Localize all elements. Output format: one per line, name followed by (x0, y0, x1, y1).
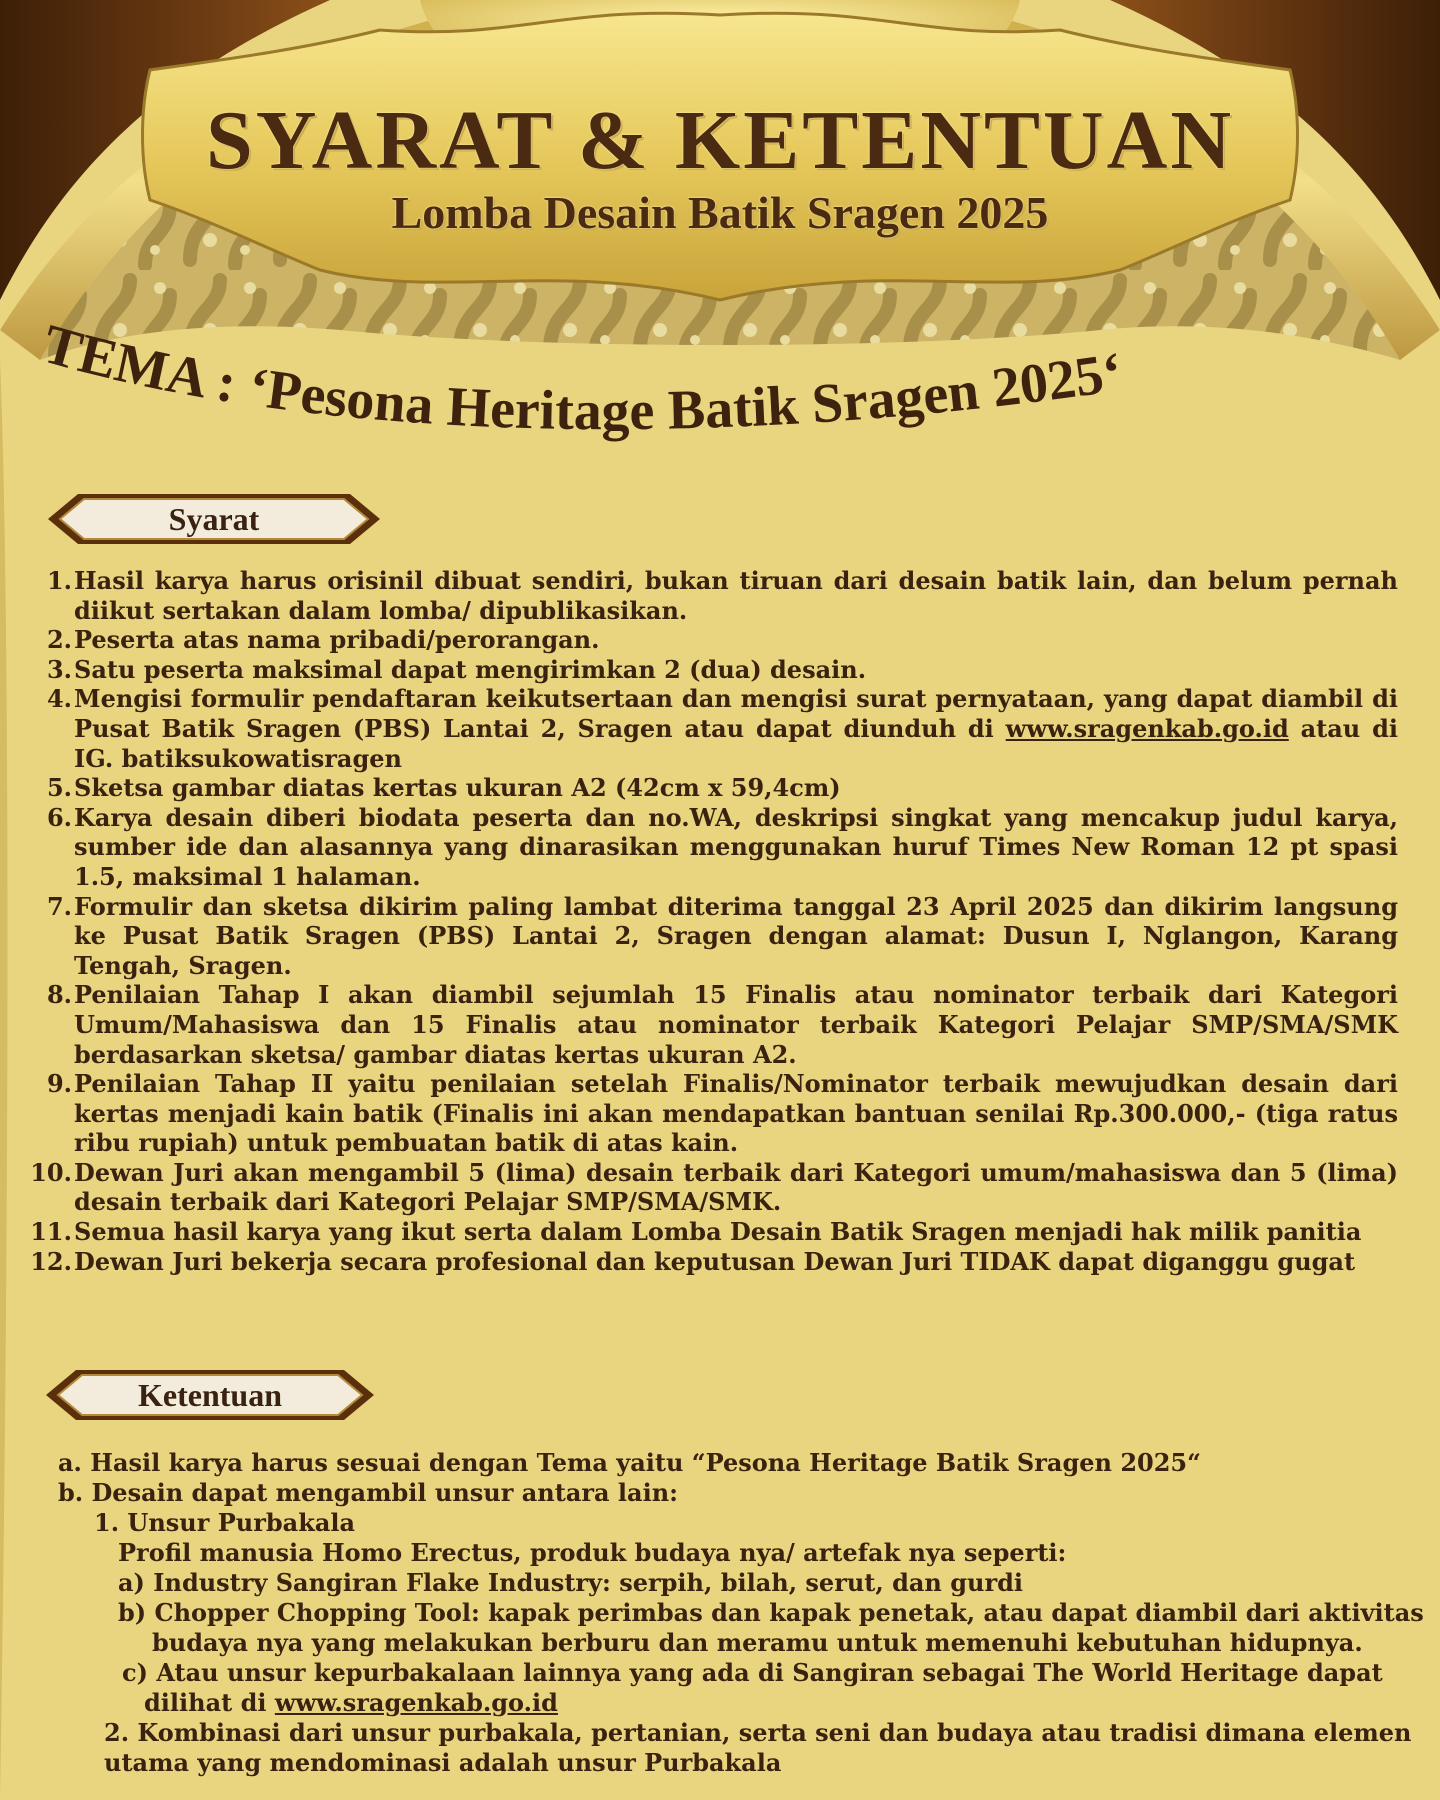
svg-text:TEMA : ‘Pesona Heritage Batik (36, 313, 1126, 442)
syarat-label: Syarat (168, 500, 260, 537)
syarat-item-text: Formulir dan sketsa dikirim paling lambat diterima tanggal 23 April 2025 dan dikirim langsung ke Pusat Batik Sragen (PBS) Lantai 2, Sragen dengan alamat: Dusun I, Nglangon, Karang Tengah, Sragen. (74, 891, 1398, 980)
ketentuan-b2-line1: 2. Kombinasi dari unsur purbakala, pertanian, serta seni dan budaya atau tradisi dimana elemen (104, 1718, 1412, 1747)
syarat-item-number: 5. (46, 773, 72, 803)
syarat-item (36, 1069, 1398, 1158)
syarat-item-number: 1. (46, 566, 72, 595)
syarat-item-text: Penilaian Tahap I akan diambil sejumlah 15 Finalis atau nominator terbaik dari Kategori Umum/Mahasiswa dan 15 Finalis atau nominator terbaik Kategori Pelajar SMP/SMA/SMK berdasarkan sketsa/ gambar diatas kertas ukuran A2. (74, 980, 1398, 1069)
syarat-item (36, 625, 1398, 655)
syarat-item (36, 684, 1398, 773)
ketentuan-b2-line2: utama yang mendominasi adalah unsur Purbakala (104, 1748, 782, 1777)
syarat-item (36, 773, 1398, 803)
ketentuan-badge (36, 1364, 384, 1426)
sragenkab-link-2[interactable]: www.sragenkab.go.id (274, 1688, 558, 1717)
ketentuan-label: Ketentuan (138, 1376, 282, 1413)
ketentuan-b1-intro: Profil manusia Homo Erectus, produk budaya nya/ artefak nya seperti: (118, 1538, 1067, 1567)
syarat-item-text: Karya desain diberi biodata peserta dan no.WA, deskripsi singkat yang mencakup judul karya, sumber ide dan alasannya yang dinarasikan menggunakan huruf Times New Roman 12 pt spasi 1.5, maksimal 1 halaman. (74, 802, 1398, 891)
page-subtitle: Lomba Desain Batik Sragen 2025 (391, 187, 1049, 238)
syarat-item-text: Mengisi formulir pendaftaran keikutsertaan dan mengisi surat pernyataan, yang dapat diambil di Pusat Batik Sragen (PBS) Lantai 2, Sragen atau dapat diunduh di (74, 684, 1398, 743)
syarat-item-number: 8. (46, 980, 72, 1010)
syarat-badge (38, 488, 390, 550)
syarat-item-number: 11. (30, 1217, 72, 1247)
syarat-item-text: Dewan Juri bekerja secara profesional dan keputusan Dewan Juri TIDAK dapat diganggu gugat (74, 1246, 1356, 1276)
syarat-item (36, 980, 1398, 1069)
syarat-item (36, 655, 1398, 685)
syarat-item-number: 3. (46, 654, 72, 684)
ketentuan-b1a: a) Industry Sangiran Flake Industry: serpih, bilah, serut, dan gurdi (118, 1568, 1024, 1597)
ketentuan-b1c-line1: c) Atau unsur kepurbakalaan lainnya yang ada di Sangiran sebagai The World Heritage dapat (122, 1658, 1383, 1687)
syarat-item-text: Dewan Juri akan mengambil 5 (lima) desain terbaik dari Kategori umum/mahasiswa dan 5 (lima) desain terbaik dari Kategori Pelajar SMP/SMA/SMK. (74, 1157, 1398, 1217)
syarat-item-text: Semua hasil karya yang ikut serta dalam Lomba Desain Batik Sragen menjadi hak milik panitia (74, 1217, 1362, 1247)
syarat-item (30, 1246, 1398, 1277)
ketentuan-b1b-line1: b) Chopper Chopping Tool: kapak perimbas dan kapak penetak, atau dapat diambil dari aktivitas (118, 1598, 1424, 1627)
syarat-item (36, 566, 1398, 625)
ketentuan-b1: 1. Unsur Purbakala (94, 1508, 356, 1537)
tema-text: TEMA : ‘Pesona Heritage Batik Sragen 2025‘ (36, 312, 1126, 443)
syarat-item-text: Sketsa gambar diatas kertas ukuran A2 (42cm x 59,4cm) (74, 773, 841, 803)
syarat-item (30, 1217, 1398, 1247)
ketentuan-a: a. Hasil karya harus sesuai dengan Tema yaitu “Pesona Heritage Batik Sragen 2025“ (58, 1448, 1201, 1477)
syarat-item-text: Satu peserta maksimal dapat mengirimkan 2 (dua) desain. (74, 654, 867, 684)
ketentuan-b1b-line2: budaya nya yang melakukan berburu dan meramu untuk memenuhi kebutuhan hidupnya. (152, 1628, 1363, 1657)
syarat-item-number: 12. (30, 1246, 72, 1276)
sragenkab-link[interactable]: www.sragenkab.go.id (1005, 713, 1289, 743)
syarat-item-number: 7. (46, 891, 72, 921)
syarat-item-text: Hasil karya harus orisinil dibuat sendiri, bukan tiruan dari desain batik lain, dan belum pernah diikut sertakan dalam lomba/ dipublikasikan. (74, 566, 1398, 625)
syarat-item-number: 6. (46, 802, 72, 832)
syarat-item (36, 803, 1398, 892)
syarat-item (36, 892, 1398, 981)
syarat-item-number: 10. (30, 1157, 72, 1187)
syarat-item (30, 1157, 1398, 1217)
syarat-item-text: Peserta atas nama pribadi/perorangan. (74, 625, 600, 655)
ketentuan-b: b. Desain dapat mengambil unsur antara lain: (58, 1478, 679, 1507)
syarat-item-text-after: atau di IG. batiksukowatisragen (74, 713, 1399, 773)
tema-banner (0, 300, 1440, 520)
page-title: SYARAT & KETENTUAN (206, 94, 1234, 187)
syarat-item-number: 2. (46, 625, 72, 655)
ketentuan-b1c-line2 (144, 1688, 1418, 1718)
syarat-item-number: 9. (46, 1069, 72, 1099)
ketentuan-b1c-prefix: dilihat di (144, 1688, 275, 1717)
syarat-list (30, 566, 1399, 1276)
syarat-item-text: Penilaian Tahap II yaitu penilaian setelah Finalis/Nominator terbaik mewujudkan desain dari kertas menjadi kain batik (Finalis ini akan mendapatkan bantuan senilai Rp.300.000,- (tiga ratus ribu rupiah) untuk pembuatan batik di atas kain. (74, 1069, 1398, 1158)
ketentuan-section (58, 1448, 1424, 1778)
syarat-item-number: 4. (46, 684, 72, 714)
